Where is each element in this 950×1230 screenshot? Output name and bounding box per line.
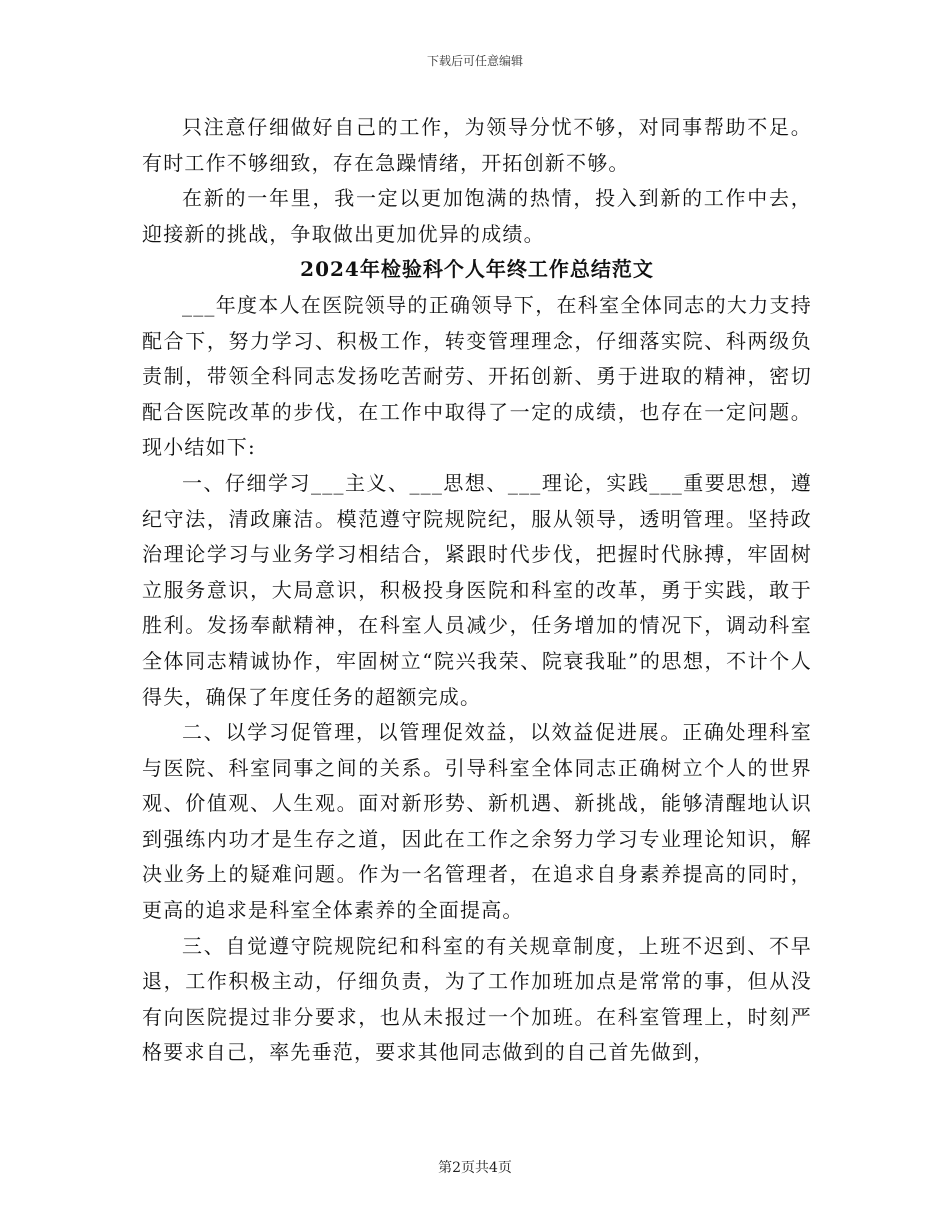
- document-body: [142, 110, 812, 1071]
- paragraph-intro: ___年度本人在医院领导的正确领导下，在科室全体同志的大力支持配合下，努力学习、积极工作，转变管理理念，仔细落实院、科两级负责制，带领全科同志发扬吃苦耐劳、开拓创新、勇于进取的精神，密切配合医院改革的步伐，在工作中取得了一定的成绩，也存在一定问题。现小结如下:: [142, 292, 812, 460]
- page-number: 第2页共4页: [438, 1160, 512, 1176]
- paragraph-point-1: 一、仔细学习___主义、___思想、___理论，实践___重要思想，遵纪守法，清政廉洁。模范遵守院规院纪，服从领导，透明管理。坚持政治理论学习与业务学习相结合，紧跟时代步伐，把握时代脉搏，牢固树立服务意识，大局意识，积极投身医院和科室的改革，勇于实践，敢于胜利。发扬奉献精神，在科室人员减少，任务增加的情况下，调动科室全体同志精诚协作，牢固树立“院兴我荣、院衰我耻”的思想，不计个人得失，确保了年度任务的超额完成。: [142, 470, 812, 709]
- section-title: 2024年检验科个人年终工作总结范文: [300, 257, 654, 282]
- paragraph-continued-2: 在新的一年里，我一定以更加饱满的热情，投入到新的工作中去，迎接新的挑战，争取做出更加优异的成绩。: [142, 186, 812, 246]
- paragraph-point-3: 三、自觉遵守院规院纪和科室的有关规章制度，上班不迟到、不早退，工作积极主动，仔细负责，为了工作加班加点是常常的事，但从没有向医院提过非分要求，也从未报过一个加班。在科室管理上，时刻严格要求自己，率先垂范，要求其他同志做到的自己首先做到，: [142, 933, 812, 1065]
- paragraph-continued-1: 只注意仔细做好自己的工作，为领导分忧不够，对同事帮助不足。有时工作不够细致，存在急躁情绪，开拓创新不够。: [142, 115, 812, 175]
- page-header-note: 下载后可任意编辑: [426, 54, 523, 68]
- paragraph-point-2: 二、以学习促管理，以管理促效益，以效益促进展。正确处理科室与医院、科室同事之间的关系。引导科室全体同志正确树立个人的世界观、价值观、人生观。面对新形势、新机遇、新挑战，能够清醒地认识到强练内功才是生存之道，因此在工作之余努力学习专业理论知识，解决业务上的疑难问题。作为一名管理者，在追求自身素养提高的同时，更高的追求是科室全体素养的全面提高。: [142, 720, 812, 923]
